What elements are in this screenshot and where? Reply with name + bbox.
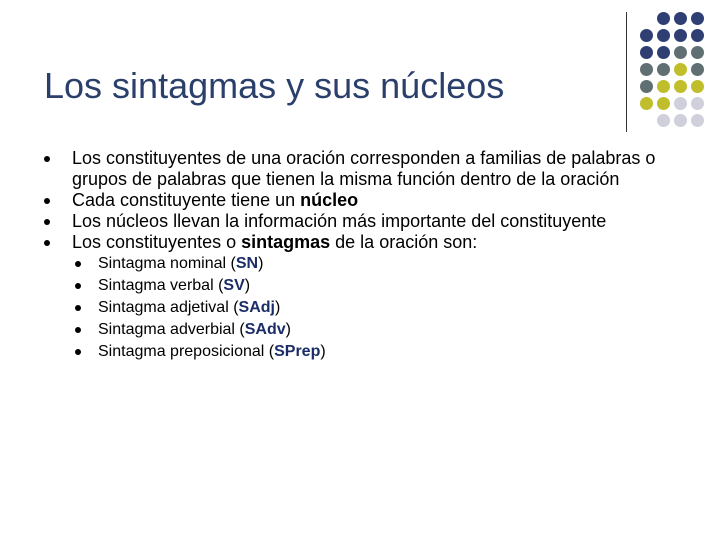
- bullet-text: Los constituyentes o: [72, 232, 242, 252]
- sub-bullet-abbr: SV: [223, 277, 245, 294]
- bullet-dot: [75, 283, 81, 289]
- sub-bullet-close: ): [258, 255, 264, 272]
- bullet-dot: [44, 198, 50, 204]
- bullet-item: [0, 211, 662, 232]
- title-divider: [626, 12, 627, 132]
- dot: [640, 97, 653, 110]
- dot: [640, 63, 653, 76]
- dot: [674, 97, 687, 110]
- sub-bullet-item: [0, 297, 720, 319]
- dot: [640, 114, 653, 127]
- dot: [674, 80, 687, 93]
- dot: [657, 29, 670, 42]
- sub-bullet-label: Sintagma preposicional (: [98, 343, 275, 360]
- bullet-text: Los constituyentes de una oración corresponden a familias de palabras o grupos de palabras que tienen la misma función dentro de la oración: [72, 148, 656, 189]
- bullet-text: de la oración son:: [330, 232, 478, 252]
- dot: [674, 114, 687, 127]
- sub-bullet-label: Sintagma adverbial (: [98, 321, 245, 338]
- bullet-dot: [75, 261, 81, 267]
- dot: [657, 80, 670, 93]
- slide-body: [0, 148, 720, 363]
- bullet-text: Cada constituyente tiene un: [72, 190, 301, 210]
- sub-bullet-close: ): [244, 277, 251, 294]
- bullet-bold-term: sintagmas: [241, 232, 331, 252]
- sub-bullet-close: ): [285, 321, 291, 338]
- sub-bullet-item: [0, 341, 720, 363]
- bullet-dot: [75, 349, 81, 355]
- dot: [640, 80, 653, 93]
- dot: [640, 12, 653, 25]
- dot: [691, 114, 704, 127]
- dot: [657, 114, 670, 127]
- sub-bullet-abbr: SPrep: [274, 343, 321, 360]
- dot-grid-decoration: [640, 12, 704, 127]
- sub-bullet-label: Sintagma verbal (: [98, 277, 224, 294]
- dot: [657, 97, 670, 110]
- dot: [657, 46, 670, 59]
- bullet-bold-term: núcleo: [300, 190, 359, 210]
- bullet-dot: [44, 156, 50, 162]
- bullet-item: [0, 190, 662, 211]
- bullet-dot: [75, 305, 81, 311]
- dot: [674, 12, 687, 25]
- dot: [691, 12, 704, 25]
- dot: [691, 46, 704, 59]
- dot: [691, 63, 704, 76]
- sub-bullet-abbr: SN: [235, 255, 259, 272]
- sub-bullet-close: ): [320, 343, 326, 360]
- dot: [640, 29, 653, 42]
- sub-bullet-label: Sintagma adjetival (: [98, 299, 239, 316]
- dot: [691, 80, 704, 93]
- dot: [691, 29, 704, 42]
- bullet-dot: [44, 219, 50, 225]
- sub-bullet-close: ): [274, 299, 281, 316]
- sub-bullet-abbr: SAdj: [238, 299, 275, 316]
- bullet-item: [0, 232, 662, 253]
- sub-bullet-item: [0, 253, 720, 275]
- slide-title: Los sintagmas y sus núcleos: [44, 65, 505, 106]
- dot: [691, 97, 704, 110]
- dot: [640, 46, 653, 59]
- dot: [657, 12, 670, 25]
- bullet-text: Los núcleos llevan la información más importante del constituyente: [72, 211, 607, 231]
- bullet-dot: [44, 240, 50, 246]
- sub-bullet-abbr: SAdv: [244, 321, 286, 338]
- sub-bullet-item: [0, 275, 720, 297]
- bullet-dot: [75, 327, 81, 333]
- sub-bullet-item: [0, 319, 720, 341]
- dot: [657, 63, 670, 76]
- dot: [674, 46, 687, 59]
- sub-bullet-label: Sintagma nominal (: [98, 255, 236, 272]
- dot: [674, 29, 687, 42]
- bullet-item: [0, 148, 662, 190]
- dot: [674, 63, 687, 76]
